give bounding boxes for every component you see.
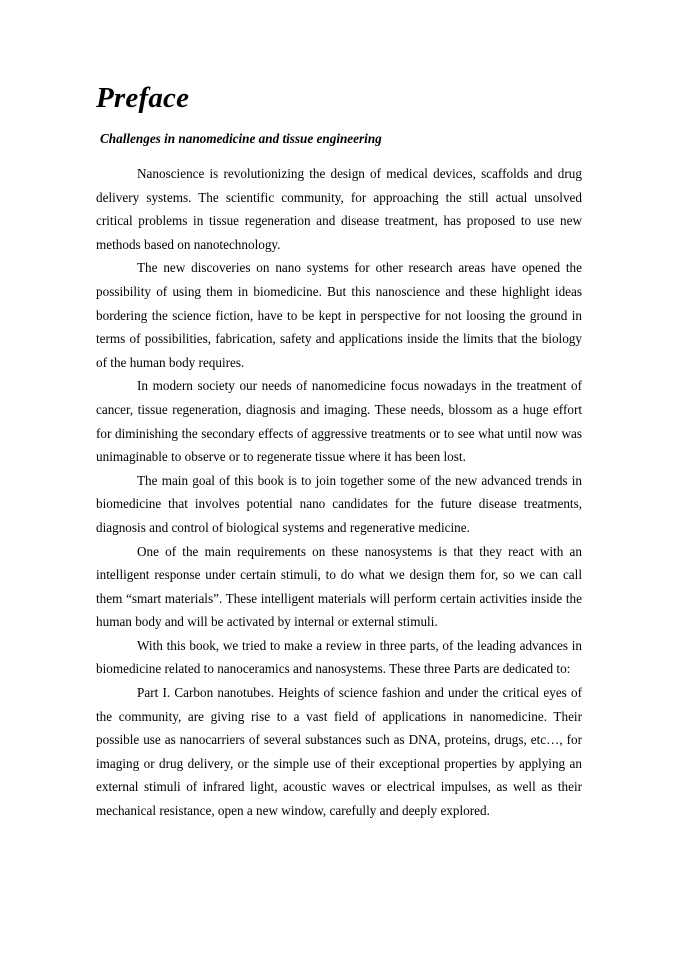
paragraph-3: In modern society our needs of nanomedicine focus nowadays in the treatment of cancer, tissue regeneration, diagnosis and imaging. These needs, blossom as a huge effort for diminishing the secondary effects of aggressive treatments or to see what until now was unimaginable to observe or to regenerate tissue where it has been lost. <box>96 378 582 465</box>
paragraph-1: Nanoscience is revolutionizing the design of medical devices, scaffolds and drug delivery systems. The scientific community, for approaching the still actual unsolved critical problems in tissue regeneration and disease treatment, has proposed to use new methods based on nanotechnology. <box>96 166 582 252</box>
paragraph-5: One of the main requirements on these nanosystems is that they react with an intelligent response under certain stimuli, to do what we design them for, so we can call them “smart materials”. These intelligent materials will perform certain activities inside the human body and will be activated by internal or external stimuli. <box>96 543 582 630</box>
paragraph-7: Part I. Carbon nanotubes. Heights of science fashion and under the critical eyes of the community, are giving rise to a vast field of applications in nanomedicine. Their possible use as nanocarriers of several substances such as DNA, proteins, drugs, etc…, for imaging or drug delivery, or the simple use of their exceptional properties by applying an external stimuli of infrared light, acoustic waves or electrical impulses, as well as their mechanical resistance, open a new window, carefully and deeply explored. <box>96 685 582 819</box>
page-title: Preface <box>96 82 190 114</box>
paragraph-6: With this book, we tried to make a review in three parts, of the leading advances in biomedicine related to nanoceramics and nanosystems. These three Parts are dedicated to: <box>96 637 582 677</box>
paragraph-4: The main goal of this book is to join together some of the new advanced trends in biomedicine that involves potential nano candidates for the future disease treatments, diagnosis and control of biological systems and regenerative medicine. <box>96 472 582 535</box>
body-text <box>96 162 582 823</box>
section-subtitle: Challenges in nanomedicine and tissue engineering <box>100 131 382 146</box>
paragraph-2: The new discoveries on nano systems for other research areas have opened the possibility of using them in biomedicine. But this nanoscience and these highlight ideas bordering the science fiction, have to be kept in perspective for not loosing the ground in terms of possibilities, fabrication, safety and applications inside the limits that the biology of the human body requires. <box>96 260 582 370</box>
